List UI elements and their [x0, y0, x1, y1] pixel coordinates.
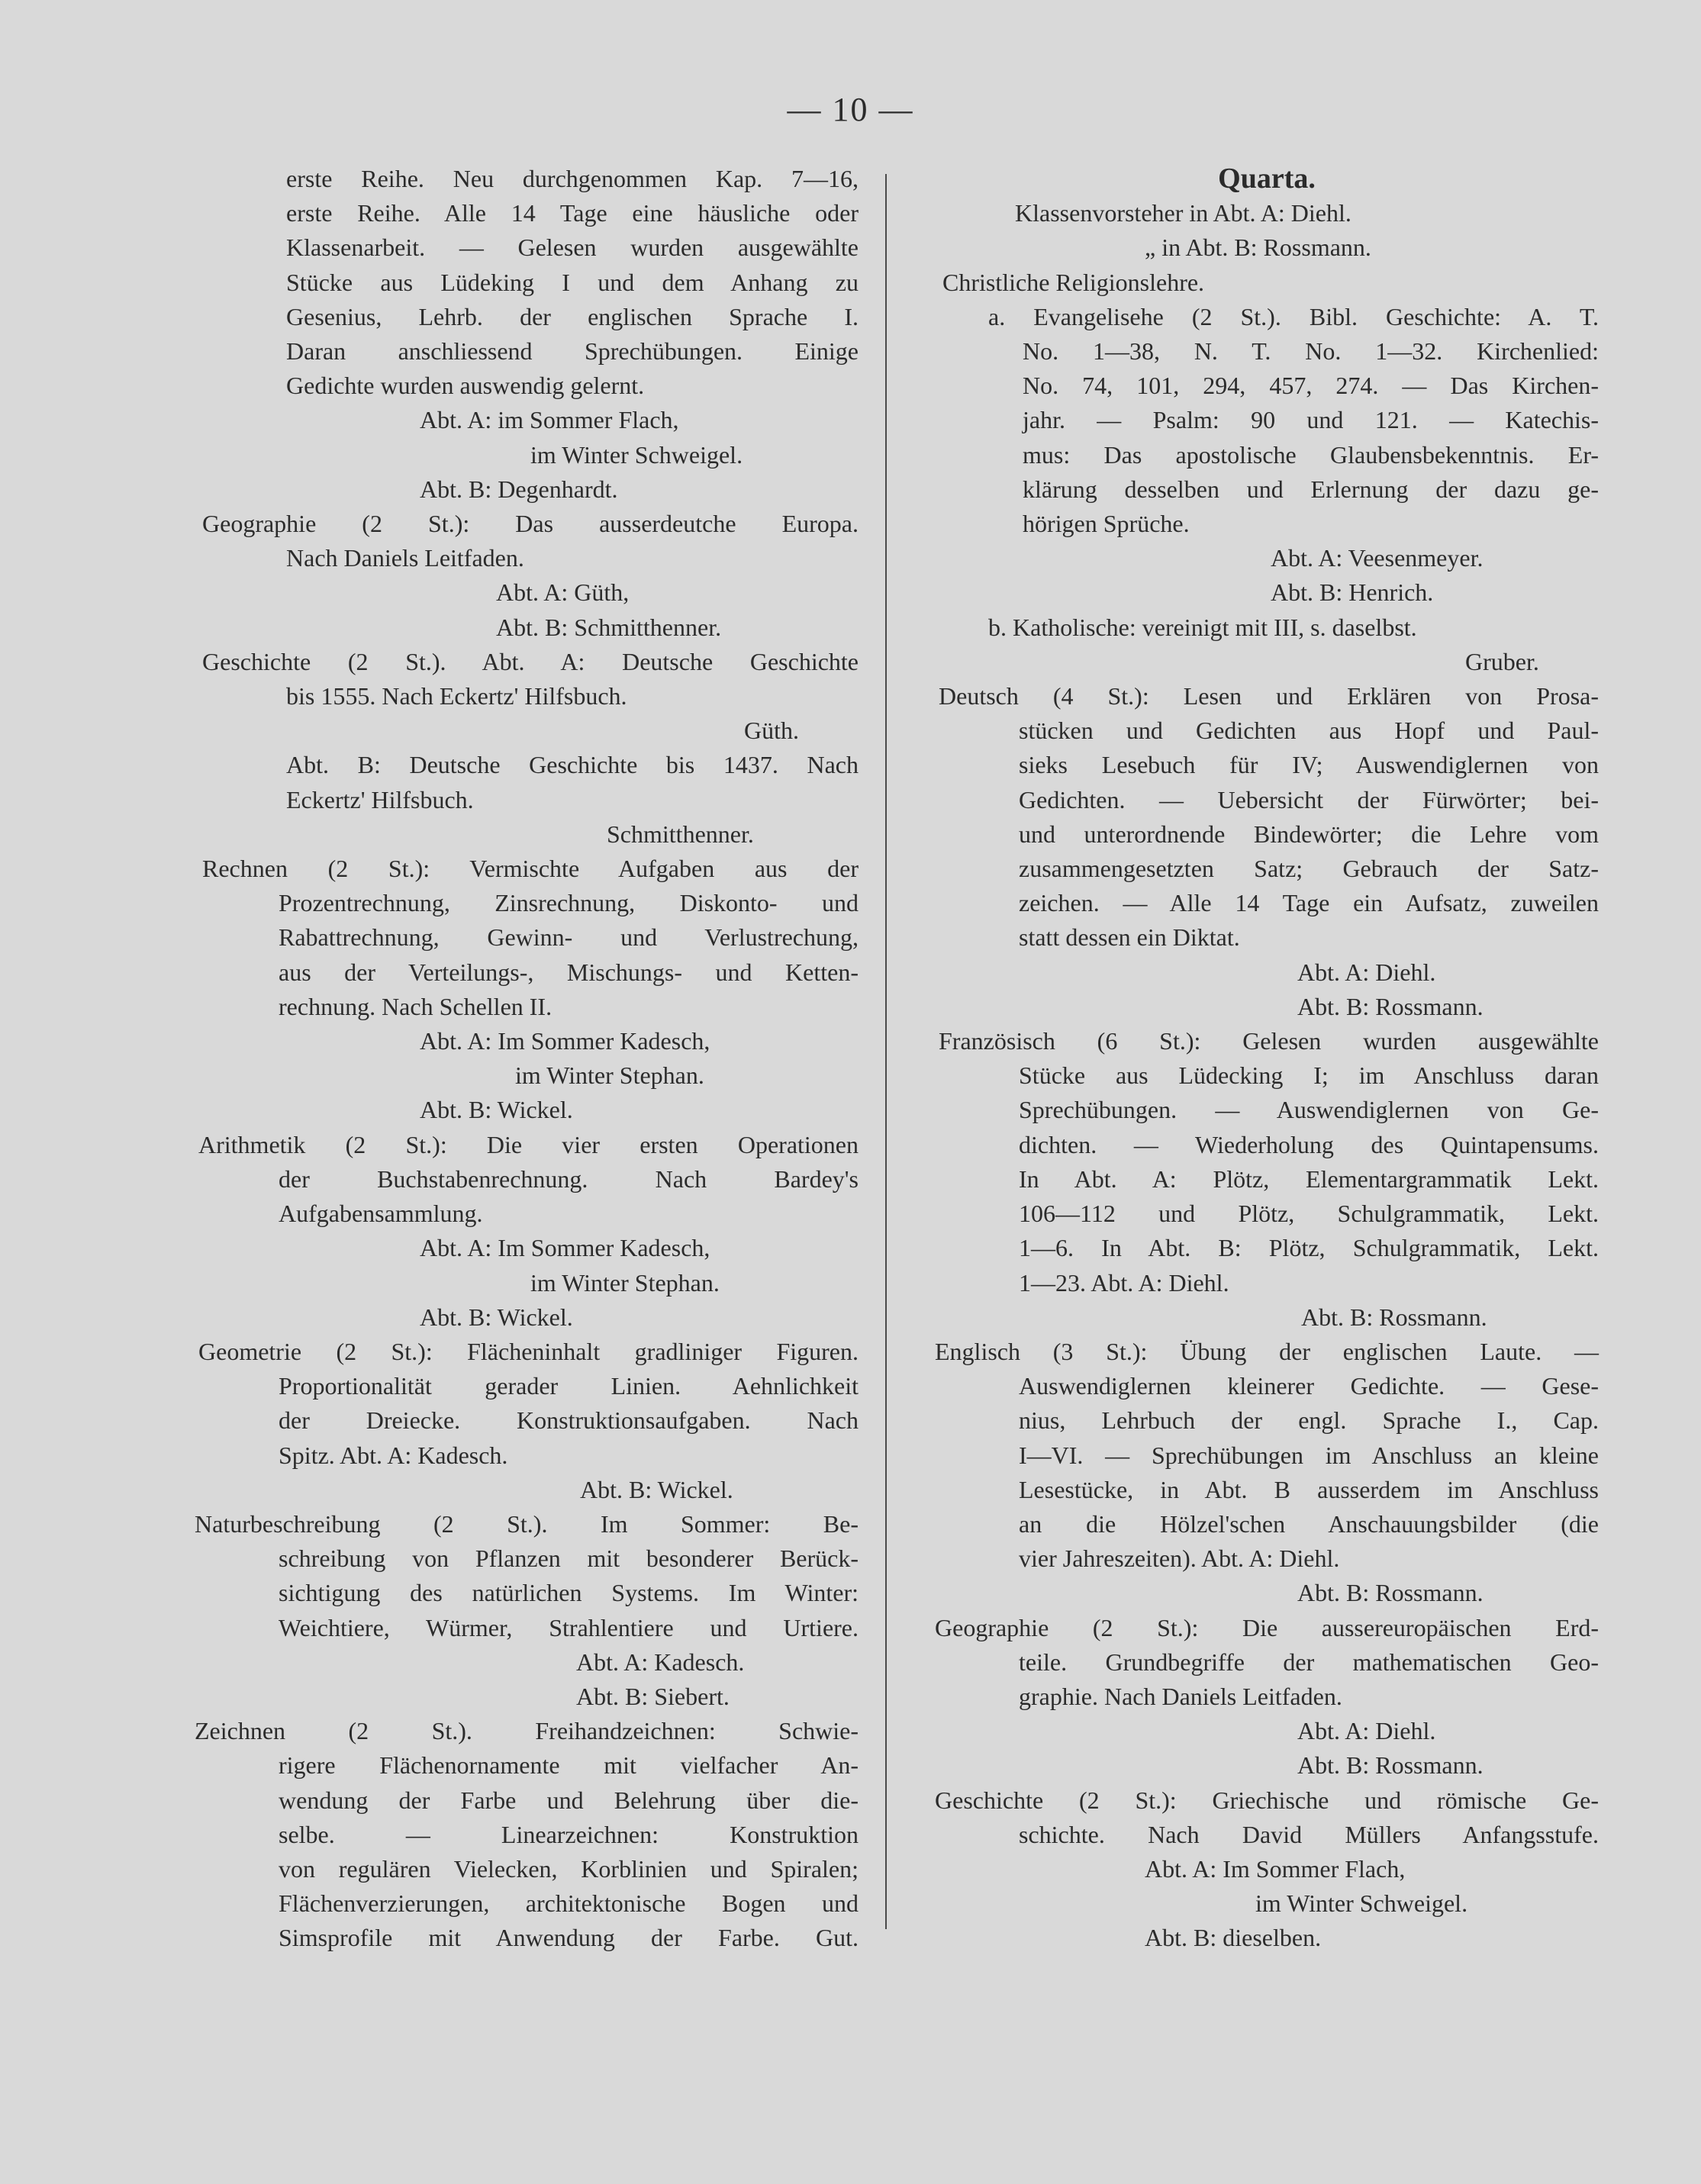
text-line: I—VI. — Sprechübungen im Anschluss an kleine — [1019, 1441, 1599, 1469]
text-line: bis 1555. Nach Eckertz' Hilfsbuch. — [286, 682, 627, 710]
text-line: In Abt. A: Plötz, Elementargrammatik Lekt. — [1019, 1164, 1599, 1193]
text-line: Abt. B: Rossmann. — [1297, 1751, 1484, 1780]
text-line: Abt. B: Rossmann. — [1297, 1579, 1484, 1607]
text-line: Abt. A: Kadesch. — [576, 1648, 745, 1676]
text-line: Englisch (3 St.): Übung der englischen Laute. — — [935, 1337, 1599, 1365]
text-line: schreibung von Pflanzen mit besonderer Berück- — [279, 1545, 859, 1573]
text-line: Weichtiere, Würmer, Strahlentiere und Urtiere. — [279, 1613, 859, 1641]
text-line: Klassenvorsteher in Abt. A: Diehl. — [1015, 199, 1351, 227]
text-line: aus der Verteilungs-, Mischungs- und Ketten- — [279, 958, 859, 986]
text-line: und unterordnende Bindewörter; die Lehre vom — [1019, 820, 1599, 848]
text-line: Zeichnen (2 St.). Freihandzeichnen: Schwie- — [195, 1717, 859, 1745]
text-line: „ in Abt. B: Rossmann. — [1145, 234, 1371, 262]
text-line: von regulären Vielecken, Korblinien und Spiralen; — [279, 1854, 859, 1883]
text-line: nius, Lehrbuch der engl. Sprache I., Cap. — [1019, 1406, 1599, 1435]
text-line: Abt. A: Im Sommer Kadesch, — [420, 1027, 710, 1055]
text-line: Spitz. Abt. A: Kadesch. — [279, 1441, 508, 1469]
text-line: im Winter Stephan. — [530, 1268, 720, 1297]
text-line: Prozentrechnung, Zinsrechnung, Diskonto- und — [279, 889, 859, 917]
column-divider — [885, 174, 887, 1929]
text-line: Französisch (6 St.): Gelesen wurden ausgewählte — [939, 1027, 1599, 1055]
text-line: Klassenarbeit. — Gelesen wurden ausgewählte — [286, 234, 859, 262]
text-line: Abt. B: dieselben. — [1145, 1924, 1322, 1952]
text-line: jahr. — Psalm: 90 und 121. — Katechis- — [1023, 406, 1599, 434]
page-number: — 10 — — [787, 91, 914, 128]
text-line: Abt. B: Rossmann. — [1297, 992, 1484, 1020]
text-line: mus: Das apostolische Glaubensbekenntnis. Er- — [1023, 440, 1599, 469]
text-line: b. Katholische: vereinigt mit III, s. daselbst. — [988, 613, 1417, 641]
text-line: Geographie (2 St.): Die aussereuropäischen Erd- — [935, 1613, 1599, 1641]
text-line: stücken und Gedichten aus Hopf und Paul- — [1019, 717, 1599, 745]
text-line: a. Evangelisehe (2 St.). Bibl. Geschichte: A. T. — [988, 302, 1599, 330]
text-line: Abt. A: Diehl. — [1297, 958, 1436, 986]
text-line: No. 74, 101, 294, 457, 274. — Das Kirchen- — [1023, 372, 1599, 400]
text-line: Abt. A: Im Sommer Kadesch, — [420, 1234, 710, 1262]
text-line: Geschichte (2 St.): Griechische und römische Ge- — [935, 1786, 1599, 1814]
text-line: vier Jahreszeiten). Abt. A: Diehl. — [1019, 1545, 1340, 1573]
text-line: der Buchstabenrechnung. Nach Bardey's — [279, 1164, 859, 1193]
text-line: Abt. B: Schmitthenner. — [496, 613, 722, 641]
text-line: Gruber. — [1465, 647, 1539, 675]
text-line: sichtigung des natürlichen Systems. Im Winter: — [279, 1579, 859, 1607]
text-line: Auswendiglernen kleinerer Gedichte. — Gese- — [1019, 1372, 1599, 1400]
text-line: Abt. A: im Sommer Flach, — [420, 406, 679, 434]
text-line: Stücke aus Lüdeking I und dem Anhang zu — [286, 268, 859, 296]
right-column — [935, 162, 1599, 1956]
text-line: Naturbeschreibung (2 St.). Im Sommer: Be- — [195, 1509, 859, 1538]
text-line: Gedichte wurden auswendig gelernt. — [286, 372, 645, 400]
text-line: Abt. B: Wickel. — [580, 1475, 733, 1503]
text-line: Abt. B: Degenhardt. — [420, 475, 618, 503]
section-title: Quarta. — [1218, 163, 1316, 195]
text-line: Abt. B: Wickel. — [420, 1096, 573, 1124]
text-line: Abt. B: Rossmann. — [1301, 1303, 1487, 1331]
text-line: Aufgabensammlung. — [279, 1200, 483, 1228]
text-line: Abt. B: Wickel. — [420, 1303, 573, 1331]
text-line: Christliche Religionslehre. — [942, 268, 1205, 296]
text-line: Schmitthenner. — [607, 820, 754, 848]
text-line: Stücke aus Lüdecking I; im Anschluss daran — [1019, 1061, 1599, 1090]
text-line: im Winter Schweigel. — [530, 440, 743, 469]
text-line: teile. Grundbegriffe der mathematischen Geo- — [1019, 1648, 1599, 1676]
text-line: Flächenverzierungen, architektonische Bogen und — [279, 1889, 859, 1918]
text-line: Daran anschliessend Sprechübungen. Einige — [286, 337, 859, 366]
text-line: hörigen Sprüche. — [1023, 510, 1190, 538]
text-line: an die Hölzel'schen Anschauungsbilder (die — [1019, 1509, 1599, 1538]
left-column — [195, 162, 859, 1956]
text-line: Abt. A: Im Sommer Flach, — [1145, 1854, 1406, 1883]
text-line: Güth. — [744, 717, 799, 745]
text-line: erste Reihe. Alle 14 Tage eine häusliche oder — [286, 199, 859, 227]
text-line: Geometrie (2 St.): Flächeninhalt gradliniger Figuren. — [198, 1337, 859, 1365]
text-line: Geographie (2 St.): Das ausserdeutche Europa. — [202, 510, 859, 538]
text-line: Geschichte (2 St.). Abt. A: Deutsche Geschichte — [202, 647, 859, 675]
text-line: Abt. B: Siebert. — [576, 1682, 730, 1710]
text-line: Eckertz' Hilfsbuch. — [286, 785, 474, 813]
text-line: Abt. A: Güth, — [496, 578, 630, 607]
text-line: zusammengesetzten Satz; Gebrauch der Satz- — [1019, 855, 1599, 883]
text-line: Rabattrechnung, Gewinn- und Verlustrechung, — [279, 923, 859, 952]
text-line: Proportionalität gerader Linien. Aehnlichkeit — [279, 1372, 859, 1400]
text-line: 1—6. In Abt. B: Plötz, Schulgrammatik, Lekt. — [1019, 1234, 1599, 1262]
text-line: Lesestücke, in Abt. B ausserdem im Anschluss — [1019, 1475, 1599, 1503]
text-line: 1—23. Abt. A: Diehl. — [1019, 1268, 1229, 1297]
text-line: schichte. Nach David Müllers Anfangsstufe. — [1019, 1820, 1599, 1848]
text-line: rigere Flächenornamente mit vielfacher An- — [279, 1751, 859, 1780]
text-line: Abt. A: Veesenmeyer. — [1271, 544, 1484, 572]
text-line: Gesenius, Lehrb. der englischen Sprache I. — [286, 302, 859, 330]
text-line: wendung der Farbe und Belehrung über die- — [279, 1786, 859, 1814]
text-line: Gedichten. — Uebersicht der Fürwörter; bei- — [1019, 785, 1599, 813]
text-line: Deutsch (4 St.): Lesen und Erklären von Prosa- — [939, 682, 1599, 710]
text-line: zeichen. — Alle 14 Tage ein Aufsatz, zuweilen — [1019, 889, 1599, 917]
text-line: selbe. — Linearzeichnen: Konstruktion — [279, 1820, 859, 1848]
text-line: Abt. B: Henrich. — [1271, 578, 1434, 607]
text-line: Nach Daniels Leitfaden. — [286, 544, 524, 572]
text-line: graphie. Nach Daniels Leitfaden. — [1019, 1682, 1342, 1710]
text-line: Abt. A: Diehl. — [1297, 1717, 1436, 1745]
text-line: 106—112 und Plötz, Schulgrammatik, Lekt. — [1019, 1200, 1599, 1228]
text-line: klärung desselben und Erlernung der dazu ge- — [1023, 475, 1599, 503]
text-line: der Dreiecke. Konstruktionsaufgaben. Nach — [279, 1406, 859, 1435]
text-line: im Winter Stephan. — [515, 1061, 704, 1090]
text-line: dichten. — Wiederholung des Quintapensums. — [1019, 1130, 1599, 1158]
text-line: rechnung. Nach Schellen II. — [279, 992, 553, 1020]
text-line: Abt. B: Deutsche Geschichte bis 1437. Nach — [286, 751, 859, 779]
text-line: Rechnen (2 St.): Vermischte Aufgaben aus der — [202, 855, 859, 883]
text-line: Simsprofile mit Anwendung der Farbe. Gut. — [279, 1924, 859, 1952]
text-line: Arithmetik (2 St.): Die vier ersten Operationen — [198, 1130, 859, 1158]
text-line: statt dessen ein Diktat. — [1019, 923, 1240, 952]
text-line: Sprechübungen. — Auswendiglernen von Ge- — [1019, 1096, 1599, 1124]
text-line: No. 1—38, N. T. No. 1—32. Kirchenlied: — [1023, 337, 1599, 366]
text-line: im Winter Schweigel. — [1255, 1889, 1468, 1918]
text-line: erste Reihe. Neu durchgenommen Kap. 7—16, — [286, 165, 859, 192]
text-line: sieks Lesebuch für IV; Auswendiglernen von — [1019, 751, 1599, 779]
